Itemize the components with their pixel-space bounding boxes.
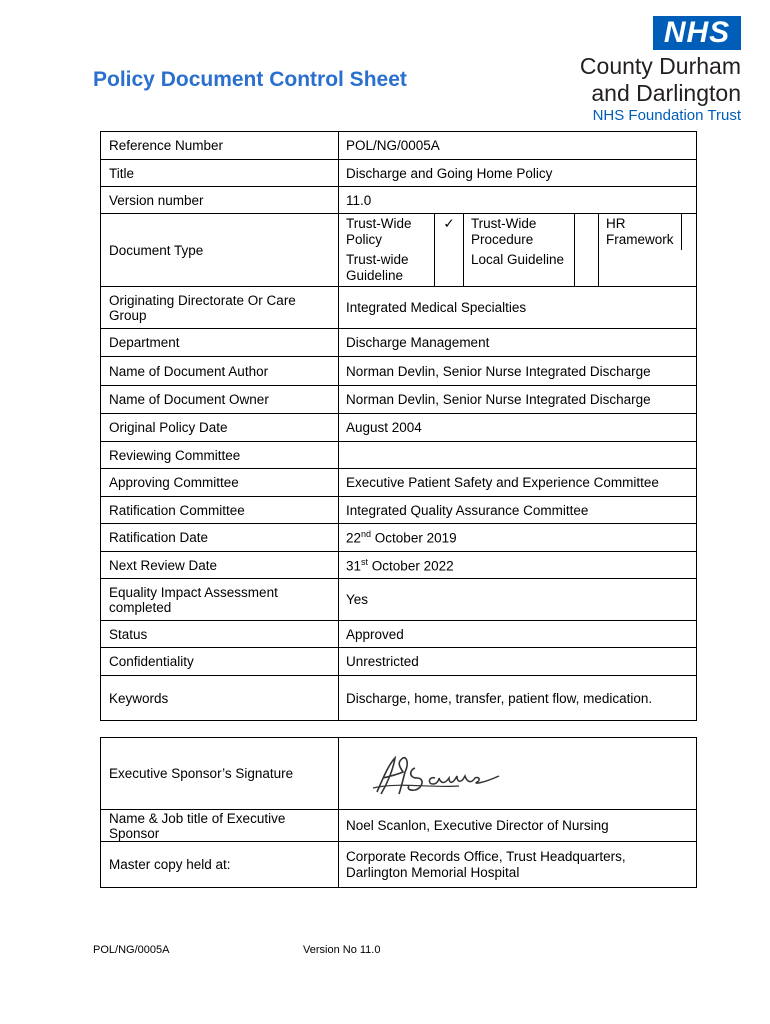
logo-line-3: NHS Foundation Trust (592, 107, 741, 124)
equality-impact-value: Yes (339, 579, 697, 621)
reviewing-committee-value (339, 442, 697, 469)
trust-wide-policy-option: Trust-Wide Policy (346, 216, 412, 247)
empty-cell (599, 250, 682, 286)
executive-sponsor-table (100, 737, 697, 888)
review-day-suffix: st (361, 556, 369, 567)
ratification-day-suffix: nd (361, 529, 372, 540)
ratification-committee-label: Ratification Committee (101, 497, 339, 524)
footer-version: Version No 11.0 (303, 944, 381, 956)
document-type-grid (339, 214, 696, 286)
table-row (101, 214, 697, 287)
hr-framework-option: HR Framework (599, 214, 682, 250)
document-author-value: Norman Devlin, Senior Nurse Integrated Discharge (339, 357, 697, 386)
master-copy-label: Master copy held at: (101, 842, 339, 888)
master-copy-value: Corporate Records Office, Trust Headquarters, Darlington Memorial Hospital (339, 842, 697, 888)
table-row (101, 414, 697, 442)
table-row (101, 738, 697, 810)
table-row (101, 160, 697, 187)
confidentiality-value: Unrestricted (339, 648, 697, 676)
title-label: Title (101, 160, 339, 187)
empty-cell (682, 250, 697, 286)
approving-committee-label: Approving Committee (101, 469, 339, 497)
table-row (101, 648, 697, 676)
signature-image (339, 738, 697, 810)
title-value: Discharge and Going Home Policy (339, 160, 697, 187)
version-number-label: Version number (101, 187, 339, 214)
checkmark-icon: ✓ (435, 214, 464, 250)
table-row (101, 187, 697, 214)
table-row (101, 329, 697, 357)
next-review-date-value (339, 552, 697, 579)
control-sheet-table (100, 131, 697, 721)
trust-wide-procedure-option: Trust-Wide Procedure (463, 214, 574, 250)
reference-number-label: Reference Number (101, 132, 339, 160)
ratification-date-label: Ratification Date (101, 524, 339, 552)
approving-committee-value: Executive Patient Safety and Experience Committee (339, 469, 697, 497)
reviewing-committee-label: Reviewing Committee (101, 442, 339, 469)
table-row (101, 524, 697, 552)
document-type-label: Document Type (101, 214, 339, 287)
procedure-checkbox (575, 214, 599, 250)
table-row (101, 497, 697, 524)
logo-line-2: and Darlington (591, 80, 741, 106)
status-label: Status (101, 621, 339, 648)
review-month-year: October 2022 (368, 558, 454, 574)
department-value: Discharge Management (339, 329, 697, 357)
document-author-label: Name of Document Author (101, 357, 339, 386)
table-row (101, 132, 697, 160)
local-guideline-checkbox (575, 250, 599, 286)
originating-directorate-value: Integrated Medical Specialties (339, 287, 697, 329)
trust-wide-guideline-option: Trust-wide Guideline (346, 252, 409, 283)
table-row (101, 676, 697, 721)
footer-reference: POL/NG/0005A (93, 944, 170, 956)
review-day: 31 (346, 558, 362, 574)
version-number-value: 11.0 (339, 187, 697, 214)
table-row (101, 552, 697, 579)
document-owner-label: Name of Document Owner (101, 386, 339, 414)
logo-line-1: County Durham (579, 53, 741, 79)
ratification-month-year: October 2019 (371, 530, 457, 546)
table-row (101, 579, 697, 621)
reference-number-value: POL/NG/0005A (339, 132, 697, 160)
document-owner-value: Norman Devlin, Senior Nurse Integrated Discharge (339, 386, 697, 414)
table-row (101, 357, 697, 386)
nhs-logo (556, 16, 741, 126)
page-title: Policy Document Control Sheet (93, 68, 407, 91)
table-row (101, 386, 697, 414)
table-row (101, 842, 697, 888)
status-value: Approved (339, 621, 697, 648)
sponsor-signature-label: Executive Sponsor’s Signature (101, 738, 339, 810)
original-policy-date-value: August 2004 (339, 414, 697, 442)
originating-directorate-label: Originating Directorate Or Care Group (101, 287, 339, 329)
table-row (101, 469, 697, 497)
keywords-value: Discharge, home, transfer, patient flow, medication. (339, 676, 697, 721)
local-guideline-option: Local Guideline (463, 250, 574, 286)
table-row (101, 810, 697, 842)
table-row (101, 442, 697, 469)
signature-icon (369, 748, 529, 800)
next-review-date-label: Next Review Date (101, 552, 339, 579)
ratification-committee-value: Integrated Quality Assurance Committee (339, 497, 697, 524)
guideline-checkbox (435, 250, 464, 286)
sponsor-name-value: Noel Scanlon, Executive Director of Nursing (339, 810, 697, 842)
sponsor-name-label: Name & Job title of Executive Sponsor (101, 810, 339, 842)
confidentiality-label: Confidentiality (101, 648, 339, 676)
department-label: Department (101, 329, 339, 357)
document-type-options (339, 214, 697, 287)
hr-framework-checkbox (682, 214, 697, 250)
table-row (101, 621, 697, 648)
ratification-day: 22 (346, 530, 362, 546)
ratification-date-value (339, 524, 697, 552)
table-row (101, 287, 697, 329)
keywords-label: Keywords (101, 676, 339, 721)
equality-impact-label: Equality Impact Assessment completed (101, 579, 339, 621)
nhs-badge: NHS (653, 16, 741, 50)
original-policy-date-label: Original Policy Date (101, 414, 339, 442)
